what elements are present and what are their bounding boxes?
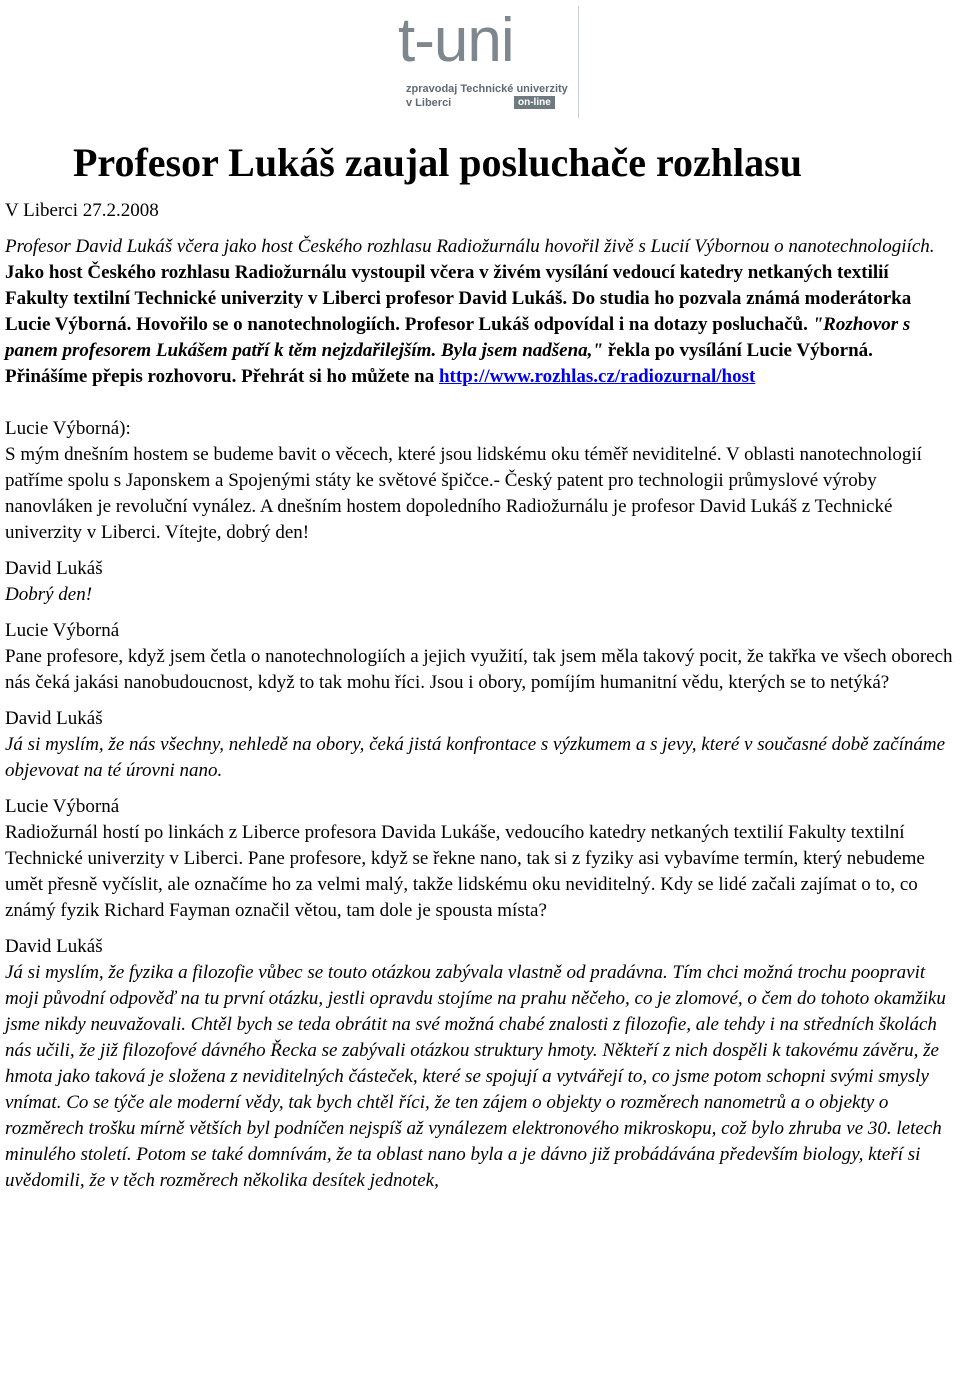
speech-text: Radiožurnál hostí po linkách z Liberce profesora Davida Lukáše, vedoucího katedry netkaných textilií Fakulty textilní Technické univerzity v Liberci. Pane profesore, když se řekne nano, tak si z fyziky asi vybavíme termín, který nebudeme umět přesně vyčíslit, ale označíme ho za velmi malý, takže lidskému oku neviditelný. Kdy se lidé začali zajímat o to, co známý fyzik Richard Fayman označil větou, tam dole je spousta místa?	[5, 822, 925, 921]
speaker-name: Lucie Výborná):	[5, 418, 131, 439]
logo-subtitle-line2: v Liberci	[406, 97, 452, 109]
article-body	[5, 198, 955, 1194]
logo-wordmark: t-uni	[398, 6, 514, 75]
logo-online-badge: on-line	[514, 96, 555, 109]
speech-text: Dobrý den!	[5, 584, 93, 605]
speaker-name: David Lukáš	[5, 558, 103, 579]
speaker-name: David Lukáš	[5, 936, 103, 957]
article-lead	[5, 260, 955, 390]
speech-text: Pane profesore, když jsem četla o nanotechnologiích a jejich využití, tak jsem měla takový pocit, že takřka ve všech oborech nás čeká jakási nanobudoucnost, když to tak mohu říci. Jsou i obory, pomíjím humanitní vědu, kterých se to netýká?	[5, 646, 953, 693]
spacer	[5, 390, 955, 416]
speaker-name: Lucie Výborná	[5, 796, 120, 817]
speech-text: Já si myslím, že fyzika a filozofie vůbec se touto otázkou zabývala vlastně od pradávna. Tím chci možná trochu poopravit moji původní odpověď na tu první otázku, jestli opravdu stojíme na prahu něčeho, co je zlomové, o čem do tohoto okamžiku jsme nikdy neuvažovali. Chtěl bych se teda obrátit na své možná chabé znalosti z filozofie, ale tehdy i na středních školách nás učili, že již filozofové dávného Řecka se zabývali otázkou struktury hmoty. Někteří z nich dospěli k takovému závěru, že hmota jako taková je složena z neviditelných částeček, které se spojují a vytvářejí to, co jsme potom schopni svými smysly vnímat. Co se týče ale moderní vědy, tak bych chtěl říci, že ten zájem o objekty o rozměrech nanometrů a o objekty o rozměrech trošku mírně větších byl podníčen nejspíš až vynálezem elektronového mikroskopu, což bylo zhruba ve 30. letech minulého století. Potom se také domnívám, že ta oblast nano byla a je dávno již probádávána především biology, kteří si uvědomili, že v těch rozměrech několika desítek jednotek,	[5, 962, 946, 1191]
lead-text: Jako host Českého rozhlasu Radiožurnálu vystoupil včera v živém vysílání vedoucí katedry netkaných textilií Fakulty textilní Technické univerzity v Liberci profesor David Lukáš. Do studia ho pozvala známá moderátorka Lucie Výborná. Hovořilo se o nanotechnologiích. Profesor Lukáš odpovídal i na dotazy posluchačů.	[5, 262, 912, 335]
logo-subtitle-line1: zpravodaj Technické univerzity	[406, 83, 568, 95]
logo-divider	[578, 6, 579, 118]
speaker-name: David Lukáš	[5, 708, 103, 729]
speaker-name: Lucie Výborná	[5, 620, 120, 641]
article-dateline: V Liberci 27.2.2008	[5, 200, 159, 221]
article-intro: Profesor David Lukáš včera jako host Českého rozhlasu Radiožurnálu hovořil živě s Lucií Výbornou o nanotechnologiích.	[5, 236, 935, 257]
speech-text: S mým dnešním hostem se budeme bavit o věcech, které jsou lidskému oku téměř neviditelné. V oblasti nanotechnologií patříme spolu s Japonskem a Spojenými státy ke světové špičce.- Český patent pro technologii průmyslové výroby nanovláken je revoluční vynález. A dnešním hostem dopoledního Radiožurnálu je profesor David Lukáš z Technické univerzity v Liberci. Vítejte, dobrý den!	[5, 444, 922, 543]
lead-quote: "Rozhovor s panem profesorem Lukášem patří k těm nejzdařilejším. Byla jsem nadšena,"	[5, 314, 911, 361]
lead-after-quote: řekla po vysílání Lucie Výborná. Přinášíme přepis rozhovoru. Přehrát si ho můžete na	[5, 340, 873, 387]
transcript	[5, 416, 955, 1194]
speech-text: Já si myslím, že nás všechny, nehledě na obory, čeká jistá konfrontace s výzkumem a s jevy, které v současné době začínáme objevovat na té úrovni nano.	[5, 734, 946, 781]
radiozurnal-link[interactable]: http://www.rozhlas.cz/radiozurnal/host	[438, 366, 756, 387]
t-uni-logo	[388, 6, 584, 120]
article-title: Profesor Lukáš zaujal posluchače rozhlasu	[73, 140, 802, 185]
